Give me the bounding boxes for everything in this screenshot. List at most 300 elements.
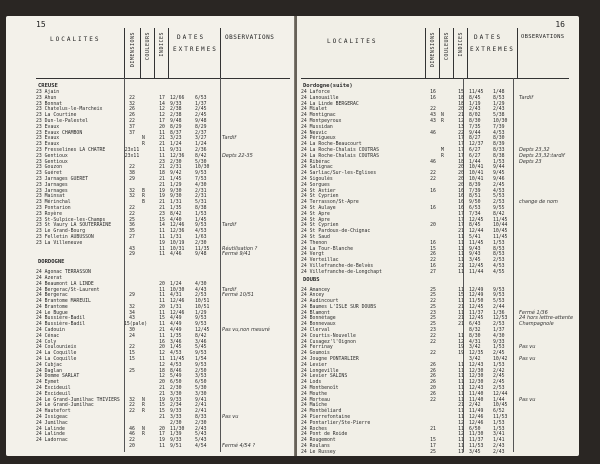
cell-dimension: 20: [129, 444, 135, 450]
cell-dimension: 37: [129, 130, 135, 136]
cell-indice: 15: [159, 217, 165, 223]
cell-dimension: 32: [129, 101, 135, 107]
cell-date-first: 11/40: [469, 391, 484, 397]
cell-date-first: 1/29: [170, 182, 182, 188]
cell-localite: 24 St Apre: [301, 211, 330, 217]
cell-dimension: 23: [430, 328, 436, 334]
cell-date-first: 9/30: [170, 194, 182, 200]
cell-indice: 11: [458, 449, 464, 455]
cell-indice: 20: [159, 426, 165, 432]
cell-localite: 24 Sorgues: [301, 182, 330, 188]
cell-indice: 17: [159, 95, 165, 101]
cell-dimension: 43: [129, 316, 135, 322]
cell-date-first: 12/45: [469, 217, 484, 223]
cell-localite: 24 Ancey: [301, 293, 325, 299]
section-heading: [301, 82, 569, 90]
cell-localite: 24 Roches: [301, 426, 327, 432]
cell-date-first: 11/53: [469, 444, 484, 450]
cell-date-last: 1/53: [493, 362, 505, 368]
cell-localite: 23 Mérinchal: [36, 200, 71, 206]
cell-date-first: 6/50: [170, 380, 182, 386]
cell-localite: 24 Villefranche-de-Longchapt: [301, 269, 382, 275]
cell-indice: 21: [159, 328, 165, 334]
cell-date-last: 2/30: [195, 420, 207, 426]
cell-date-last: 2/37: [195, 130, 207, 136]
col-dimensions: [425, 28, 440, 78]
cell-indice: 11: [159, 234, 165, 240]
cell-date-first: 4/46: [170, 252, 182, 258]
cell-localite: 24 Bussière-Badil: [36, 322, 86, 328]
cell-date-first: 4/31: [170, 293, 182, 299]
cell-date-first: 9/43: [469, 246, 481, 252]
cell-date-last: 1/53: [493, 240, 505, 246]
cell-indice: 11: [159, 444, 165, 450]
cell-date-last: 9/55: [493, 205, 505, 211]
cell-localite: 24 Le Grand-Jumilhac: [36, 403, 94, 409]
cell-date-first: 8/46: [170, 368, 182, 374]
cell-dimension: 22: [430, 176, 436, 182]
cell-date-last: 8/42: [195, 333, 207, 339]
cell-date-last: 9/53: [493, 287, 505, 293]
cell-localite: 23 St-Sulpice-les-Champs: [36, 217, 106, 223]
cell-dimension: 29: [129, 293, 135, 299]
cell-date-first: 9/33: [170, 438, 182, 444]
cell-date-first: 9/51: [170, 444, 182, 450]
cell-indice: 21: [159, 391, 165, 397]
cell-date-first: 12/45: [469, 263, 484, 269]
cell-localite: 24 St Aulaye: [301, 205, 336, 211]
cell-date-last: 9/45: [493, 171, 505, 177]
cell-localite: 23 St Vaury LA SOUTERRAINE: [36, 223, 112, 229]
cell-localite: 24 Azerat: [36, 275, 62, 281]
cell-date-last: 12/53: [493, 316, 508, 322]
header-dimensions: DIMENSIONS: [430, 32, 436, 68]
cell-indice: 20: [159, 281, 165, 287]
cell-localite: 23 Jarnages: [36, 182, 68, 188]
cell-indice: 19: [159, 397, 165, 403]
cell-localite: 24 Salignac: [301, 165, 333, 171]
cell-date-last: 2/31: [195, 188, 207, 194]
header-extremes: EXTREMES: [470, 46, 515, 53]
cell-localite: 24 La Roche-Chalais COUTRAS: [301, 147, 379, 153]
cell-localite: 24 Rougemont: [301, 438, 336, 444]
cell-localite: 24 Montbéliard: [301, 409, 342, 415]
cell-localite: 24 Le Bugue: [36, 310, 68, 316]
cell-indice: 11: [458, 258, 464, 264]
cell-date-first: 1/31: [170, 304, 182, 310]
cell-date-last: 11/53: [493, 415, 508, 421]
cell-couleur: R: [441, 118, 444, 124]
col-localites: [36, 28, 124, 78]
cell-date-last: 4/55: [493, 269, 505, 275]
cell-indice: 17: [458, 142, 464, 148]
cell-localite: 24 St Cyprien: [301, 194, 339, 200]
cell-date-first: 4/40: [170, 217, 182, 223]
cell-indice: 13: [458, 124, 464, 130]
cell-localite: 24 Périgueux: [301, 136, 336, 142]
cell-observation: Pas vu: [519, 356, 536, 363]
cell-date-last: 1/29: [493, 101, 505, 107]
cell-indice: 11: [458, 299, 464, 305]
cell-indice: 11: [159, 130, 165, 136]
cell-observation: Réutilisation ?: [222, 245, 258, 252]
cell-indice: 18: [159, 171, 165, 177]
cell-indice: 19: [159, 194, 165, 200]
cell-localite: 24 Excideuil: [36, 386, 71, 392]
cell-localite: 23 Jarnages: [36, 188, 68, 194]
cell-indice: 11: [458, 409, 464, 415]
cell-date-last: 7/39: [493, 124, 505, 130]
cell-observation: change de nom: [519, 199, 558, 206]
cell-dimension: 16: [430, 188, 436, 194]
cell-dimension: 15: [129, 351, 135, 357]
cell-date-last: 2/53: [493, 386, 505, 392]
cell-date-last: 5/45: [195, 345, 207, 351]
cell-couleur: R: [142, 194, 145, 200]
cell-indice: 21: [159, 182, 165, 188]
table-body: [301, 82, 574, 456]
cell-observation: Pas vu,non mesuré: [222, 327, 270, 334]
cell-date-first: 12/36: [170, 229, 185, 235]
section-heading: [36, 258, 290, 266]
cell-date-last: 12/45: [195, 328, 210, 334]
cell-dimension: 27: [430, 269, 436, 275]
cell-dimension: 15: [430, 246, 436, 252]
cell-observation: Pas vu: [519, 344, 536, 351]
cell-localite: 23 Fresselines LA CHATRE: [36, 147, 106, 153]
cell-localite: 23 Mainsat: [36, 194, 65, 200]
cell-date-last: 2/53: [195, 293, 207, 299]
cell-dimension: 29: [129, 176, 135, 182]
cell-dimension: 25: [129, 368, 135, 374]
cell-indice: 11: [159, 310, 165, 316]
cell-localite: 24 Bonnevaux: [301, 322, 336, 328]
header-indices: INDICES: [458, 32, 464, 57]
cell-date-first: 5/41: [469, 234, 481, 240]
cell-dimension: 32: [129, 397, 135, 403]
cell-indice: 11: [458, 386, 464, 392]
cell-indice: 21: [458, 316, 464, 322]
cell-localite: 23 La Courtine: [36, 113, 77, 119]
cell-date-first: 12/30: [469, 368, 484, 374]
cell-date-last: 10/45: [493, 403, 508, 409]
cell-localite: 24 Pontarlier/Ste-Pierre: [301, 420, 371, 426]
cell-date-first: 8/39: [469, 182, 481, 188]
page-number: 16: [555, 20, 565, 29]
cell-dimension: 43: [430, 118, 436, 124]
cell-observation: Depts 23,32: [519, 146, 550, 153]
cell-dimension: 26: [430, 252, 436, 258]
cell-localite: 24 La Coquille: [36, 357, 77, 363]
cell-indice: 20: [159, 380, 165, 386]
cell-date-first: 8/42: [170, 211, 182, 217]
cell-localite: 24 Pierrefontaine: [301, 415, 351, 421]
cell-dimension: 25: [430, 316, 436, 322]
cell-dimension: 32: [129, 304, 135, 310]
cell-observation: Tardif: [222, 286, 236, 293]
cell-date-first: 8/30: [469, 333, 481, 339]
cell-indice: 21: [159, 386, 165, 392]
cell-date-first: 9/42: [170, 171, 182, 177]
cell-date-first: 9/48: [170, 118, 182, 124]
cell-localite: 24 La Roche-Chalais COUTRAS: [301, 153, 379, 159]
header-couleurs: COULEURS: [145, 32, 151, 61]
cell-date-first: 12/45: [469, 316, 484, 322]
cell-date-first: 12/49: [469, 293, 484, 299]
cell-dimension: 22: [430, 339, 436, 345]
cell-date-first: 9/33: [170, 101, 182, 107]
cell-date-last: 9/41: [195, 397, 207, 403]
cell-date-last: 9/33: [493, 339, 505, 345]
cell-date-last: 5/30: [195, 159, 207, 165]
cell-date-first: 3/33: [170, 415, 182, 421]
cell-date-last: 3/41: [493, 432, 505, 438]
cell-date-first: 12/46: [170, 299, 185, 305]
section-heading: [36, 82, 290, 90]
cell-indice: 16: [458, 194, 464, 200]
cell-date-last: 1/54: [195, 357, 207, 363]
cell-localite: 24 Cubjac: [36, 362, 62, 368]
cell-date-last: 11/45: [493, 217, 508, 223]
cell-date-first: 12/44: [469, 229, 484, 235]
cell-date-first: 10/19: [170, 240, 185, 246]
cell-couleur: R: [142, 409, 145, 415]
cell-indice: 18: [159, 368, 165, 374]
cell-localite: 24 Brantome MAREUIL: [36, 299, 91, 305]
cell-date-first: 12/46: [469, 420, 484, 426]
cell-localite: 23 Evaux: [36, 136, 60, 142]
cell-date-first: 10/41: [469, 176, 484, 182]
cell-localite: 24 Beaumont LA LINDE: [36, 281, 94, 287]
cell-localite: 24 Laforce: [301, 90, 330, 95]
cell-date-first: 2/30: [170, 420, 182, 426]
cell-localite: 24 Levier SALINS: [301, 374, 348, 380]
cell-dimension: 34: [129, 310, 135, 316]
cell-date-first: 12/37: [469, 142, 484, 148]
cell-observation: Tardif: [519, 94, 533, 101]
cell-localite: 23 Jarnages GUERET: [36, 176, 88, 182]
cell-localite: 24 Jougne PONTARLIER: [301, 357, 359, 363]
cell-date-last: 5/53: [493, 299, 505, 305]
cell-date-last: 1/53: [493, 345, 505, 351]
cell-indice: 21: [159, 415, 165, 421]
col-dates: [467, 28, 518, 78]
cell-indice: 21: [159, 142, 165, 148]
cell-date-last: 6/50: [195, 380, 207, 386]
cell-dimension: 25: [430, 293, 436, 299]
cell-date-first: 9/43: [469, 252, 481, 258]
cell-localite: 24 Maîche: [301, 403, 327, 409]
cell-date-last: 2/50: [195, 368, 207, 374]
cell-indice: 11: [458, 391, 464, 397]
cell-date-last: 1/53: [493, 426, 505, 432]
cell-date-first: 8/02: [469, 113, 481, 119]
cell-indice: 11: [159, 252, 165, 258]
cell-indice: 11: [458, 287, 464, 293]
cell-date-first: 4/31: [469, 339, 481, 345]
cell-indice: 11: [159, 333, 165, 339]
cell-date-first: 4/53: [170, 362, 182, 368]
cell-date-first: 6/43: [469, 322, 481, 328]
cell-localite: 23 Bonnat: [36, 101, 62, 107]
cell-date-first: 2/30: [170, 159, 182, 165]
cell-dimension: 22: [129, 211, 135, 217]
cell-localite: 24 Lalinde: [36, 432, 65, 438]
cell-localite: 24 Coulounieix: [36, 345, 77, 351]
cell-date-first: 1/19: [469, 101, 481, 107]
cell-dimension: 26: [430, 374, 436, 380]
cell-date-first: 11/30: [469, 432, 484, 438]
header-dimensions: DIMENSIONS: [130, 32, 136, 68]
cell-date-first: 8/32: [469, 328, 481, 334]
cell-indice: 14: [159, 223, 165, 229]
cell-localite: 24 Hautefort: [36, 409, 71, 415]
cell-observation: Tardif: [222, 135, 236, 142]
cell-date-first: 11/45: [170, 357, 185, 363]
cell-indice: 11: [458, 362, 464, 368]
cell-date-last: 9/53: [195, 362, 207, 368]
cell-date-first: 8/29: [170, 124, 182, 130]
cell-dimension: 25: [129, 217, 135, 223]
cell-localite: 24 Montignac: [301, 113, 336, 119]
cell-localite: 24 Courtis-Nouvelle: [301, 333, 356, 339]
header-observations: OBSERVATIONS: [225, 34, 275, 41]
cell-localite: 24 Issigeac: [36, 415, 68, 421]
cell-date-first: 1/45: [170, 176, 182, 182]
cell-date-last: 1/29: [195, 310, 207, 316]
cell-date-first: 2/34: [170, 403, 182, 409]
cell-date-first: 8/45: [469, 95, 481, 101]
cell-date-first: 10/41: [469, 171, 484, 177]
cell-localite: 23 Evaux CHAMBON: [36, 130, 83, 136]
cell-couleur: M: [441, 147, 444, 153]
col-localites: [301, 28, 425, 78]
cell-dimension: 16: [430, 240, 436, 246]
cell-localite: 24 Vergt: [301, 252, 325, 258]
cell-observation: Pas vu: [222, 414, 239, 421]
cell-indice: 17: [159, 432, 165, 438]
cell-observation: Depts 23,32:tardif: [519, 152, 565, 159]
cell-date-first: 12/66: [170, 95, 185, 101]
cell-date-last: 2/45: [195, 113, 207, 119]
cell-date-first: 12/30: [469, 380, 484, 386]
cell-date-last: 2/41: [195, 409, 207, 415]
page-number: 15: [36, 20, 46, 29]
cell-dimension: 32: [129, 188, 135, 194]
cell-indice: 21: [159, 205, 165, 211]
cell-dimension: 22: [129, 165, 135, 171]
cell-localite: 24 Montbenoît: [301, 386, 339, 392]
cell-date-last: 4/30: [493, 333, 505, 339]
cell-date-last: 1/36: [493, 310, 505, 316]
cell-date-last: 9/48: [195, 118, 207, 124]
cell-date-first: 12/36: [170, 153, 185, 159]
cell-date-first: 5/49: [170, 374, 182, 380]
cell-date-first: 2/30: [170, 386, 182, 392]
cell-couleur: N: [142, 136, 145, 142]
cell-localite: 23 Chatelus-le-Marcheix: [36, 107, 103, 113]
cell-localite: 24 La Coquille: [36, 351, 77, 357]
cell-date-last: 2/30: [195, 240, 207, 246]
cell-localite: 24 Goumois: [301, 351, 330, 357]
cell-date-last: 2/44: [493, 304, 505, 310]
cell-indice: 18: [458, 101, 464, 107]
col-observations: [517, 28, 570, 78]
cell-localite: 24 Mouthe: [301, 391, 327, 397]
cell-localite: 23 Guéret: [36, 171, 62, 177]
cell-localite: 23 Evaux: [36, 124, 60, 130]
cell-dimension: 26: [430, 391, 436, 397]
cell-dimension: 16: [430, 263, 436, 269]
cell-indice: 11: [458, 269, 464, 275]
cell-localite: 23 Evaux: [36, 142, 60, 148]
cell-date-first: 4/49: [170, 316, 182, 322]
cell-localite: 24 Clerval: [301, 328, 330, 334]
col-couleurs: [439, 28, 454, 78]
cell-date-last: 1/63: [195, 234, 207, 240]
cell-date-first: 12/45: [469, 304, 484, 310]
cell-indice: 11: [159, 287, 165, 293]
section-title: Dordogne(suite): [303, 83, 353, 89]
cell-date-first: 11/40: [469, 397, 484, 403]
cell-localite: 23 Royère: [36, 211, 62, 217]
cell-date-last: 3/46: [195, 339, 207, 345]
cell-indice: 11: [458, 374, 464, 380]
cell-indice: 12: [458, 432, 464, 438]
cell-observation: Pas vu: [519, 396, 536, 403]
cell-indice: 12: [159, 107, 165, 113]
header-indices: INDICES: [159, 32, 165, 57]
cell-localite: 24 St Apre: [301, 217, 330, 223]
cell-date-last: 2/45: [493, 351, 505, 357]
cell-dimension: 25: [430, 449, 436, 455]
cell-dimension: 22: [430, 258, 436, 264]
cell-localite: 24 Jumilhac: [36, 420, 68, 426]
cell-observation: Tardif: [222, 222, 236, 229]
cell-date-first: 1/24: [170, 281, 182, 287]
cell-indice: 15: [458, 293, 464, 299]
cell-localite: 24 Terrasson/St-Apre: [301, 200, 359, 206]
cell-localite: 23 Gouzon: [36, 165, 62, 171]
cell-dimension: 43: [129, 246, 135, 252]
cell-localite: 23 Ahun: [36, 95, 57, 101]
cell-date-first: 9/30: [170, 188, 182, 194]
cell-dimension: 21: [430, 426, 436, 432]
cell-date-last: 9/48: [195, 252, 207, 258]
cell-date-first: 12/43: [469, 362, 484, 368]
cell-date-last: 10/42: [493, 357, 508, 363]
cell-indice: 11: [159, 293, 165, 299]
cell-date-last: 2/42: [493, 368, 505, 374]
table-body: [36, 82, 290, 450]
cell-indice: 21: [458, 229, 464, 235]
cell-localite: 24 Le Russey: [301, 449, 336, 455]
header-dates: DATES: [474, 34, 503, 41]
cell-localite: 24 St Cyprien: [301, 223, 339, 229]
cell-localite: 24 Longeville: [301, 368, 339, 374]
cell-dimension: 25: [430, 304, 436, 310]
cell-date-last: 2/53: [493, 258, 505, 264]
cell-date-first: 11/37: [469, 438, 484, 444]
cell-date-last: 8/33: [493, 147, 505, 153]
section-title: DORDOGNE: [38, 259, 65, 266]
cell-date-last: 4/43: [195, 287, 207, 293]
cell-localite: 24 Montpeyroux: [301, 118, 342, 124]
cell-observation: Depts 23: [519, 158, 542, 165]
cell-indice: 23: [159, 159, 165, 165]
cell-localite: 24 Excideuil: [36, 391, 71, 397]
cell-indice: 11: [458, 444, 464, 450]
